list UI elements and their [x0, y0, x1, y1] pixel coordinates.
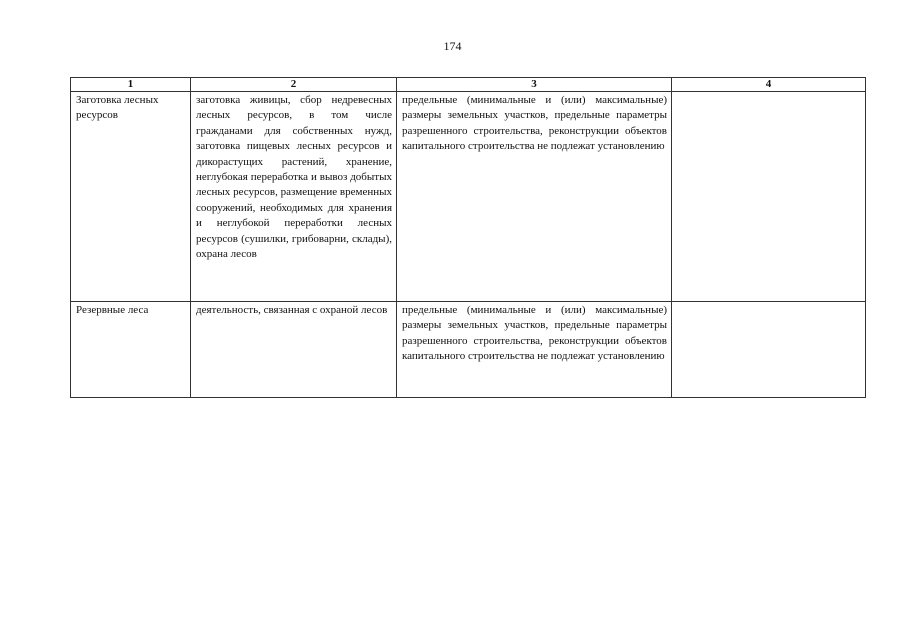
table-row [71, 302, 866, 398]
table-header-row [71, 78, 866, 92]
permitted-use-cell: деятельность, связанная с охраной лесов [191, 302, 397, 398]
permitted-use-cell: заготовка живицы, сбор недревесных лесных ресурсов, в том числе гражданами для собственных нужд, заготовка пищевых лесных ресурсов и дикорастущих растений, хранение, неглубокая переработка и вывоз добытых лесных ресурсов, размещение временных сооружений, необходимых для хранения и неглубокой переработки лесных ресурсов (сушилки, грибоварни, склады), охрана лесов [191, 92, 397, 302]
notes-cell [672, 302, 866, 398]
column-header-3: 3 [397, 78, 672, 92]
column-header-2: 2 [191, 78, 397, 92]
page-number: 174 [443, 39, 462, 53]
parameters-cell: предельные (минимальные и (или) максимальные) размеры земельных участков, предельные параметры разрешенного строительства, реконструкции объектов капитального строительства не подлежат установлению [397, 302, 672, 398]
column-header-4: 4 [672, 78, 866, 92]
column-header-1: 1 [71, 78, 191, 92]
activity-type-cell: Резервные леса [71, 302, 191, 398]
notes-cell [672, 92, 866, 302]
regulations-table [70, 77, 866, 398]
parameters-cell: предельные (минимальные и (или) максимальные) размеры земельных участков, предельные параметры разрешенного строительства, реконструкции объектов капитального строительства не подлежат установлению [397, 92, 672, 302]
activity-type-cell: Заготовка лесных ресурсов [71, 92, 191, 302]
table-row [71, 92, 866, 302]
